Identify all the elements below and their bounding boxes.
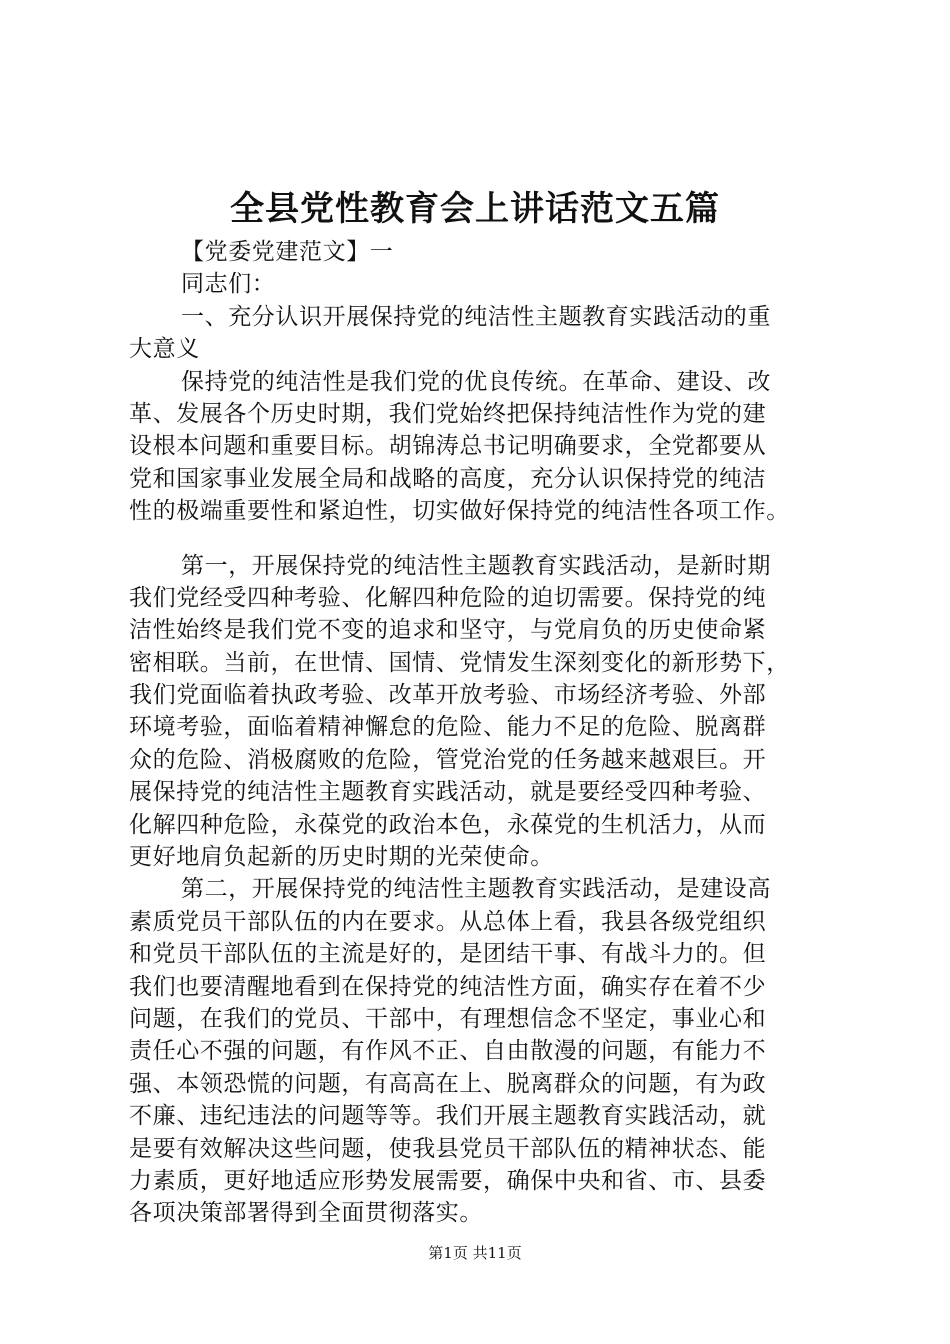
text-line: 强、本领恐慌的问题，有高高在上、脱离群众的问题，有为政 [129,1070,767,1097]
text-line: 性的极端重要性和紧迫性，切实做好保持党的纯洁性各项工作。 [129,498,790,525]
text-line: 展保持党的纯洁性主题教育实践活动，就是要经受四种考验、 [129,779,767,806]
text-line: 洁性始终是我们党不变的追求和坚守，与党肩负的历史使命紧 [129,617,767,644]
text-line: 同志们： [181,271,276,298]
text-line: 是要有效解决这些问题，使我县党员干部队伍的精神状态、能 [129,1135,767,1162]
text-line: 第一，开展保持党的纯洁性主题教育实践活动，是新时期 [181,552,771,579]
text-line: 我们党经受四种考验、化解四种危险的迫切需要。保持党的纯 [129,584,767,611]
text-line: 和党员干部队伍的主流是好的，是团结干事、有战斗力的。但 [129,941,767,968]
page-footer: 第1页 共11页 [428,1244,522,1262]
text-line: 党和国家事业发展全局和战略的高度，充分认识保持党的纯洁 [129,465,767,492]
text-line: 环境考验，面临着精神懈怠的危险、能力不足的危险、脱离群 [129,714,767,741]
text-line: 大意义 [129,336,200,363]
text-line: 一、充分认识开展保持党的纯洁性主题教育实践活动的重 [181,303,771,330]
text-line: 各项决策部署得到全面贯彻落实。 [129,1200,483,1227]
document-title: 全县党性教育会上讲话范文五篇 [230,189,720,229]
text-line: 第二，开展保持党的纯洁性主题教育实践活动，是建设高 [181,876,771,903]
text-line: 更好地肩负起新的历史时期的光荣使命。 [129,844,554,871]
document-body [129,236,835,1230]
text-line: 不廉、违纪违法的问题等等。我们开展主题教育实践活动，就 [129,1103,767,1130]
text-line: 革、发展各个历史时期，我们党始终把保持纯洁性作为党的建 [129,400,767,427]
text-line: 密相联。当前，在世情、国情、党情发生深刻变化的新形势下， [129,649,790,676]
text-line: 我们党面临着执政考验、改革开放考验、市场经济考验、外部 [129,682,767,709]
text-line: 素质党员干部队伍的内在要求。从总体上看，我县各级党组织 [129,908,767,935]
text-line: 设根本问题和重要目标。胡锦涛总书记明确要求，全党都要从 [129,433,767,460]
text-line: 问题，在我们的党员、干部中，有理想信念不坚定，事业心和 [129,1005,767,1032]
text-line: 力素质，更好地适应形势发展需要，确保中央和省、市、县委 [129,1167,767,1194]
text-line: 保持党的纯洁性是我们党的优良传统。在革命、建设、改 [181,368,771,395]
text-line: 化解四种危险，永葆党的政治本色，永葆党的生机活力，从而 [129,811,767,838]
text-line: 【党委党建范文】一 [181,239,394,265]
text-line: 责任心不强的问题，有作风不正、自由散漫的问题，有能力不 [129,1038,767,1065]
text-line: 我们也要清醒地看到在保持党的纯洁性方面，确实存在着不少 [129,973,767,1000]
text-line: 众的危险、消极腐败的危险，管党治党的任务越来越艰巨。开 [129,746,767,773]
paragraph-gap [129,528,835,550]
